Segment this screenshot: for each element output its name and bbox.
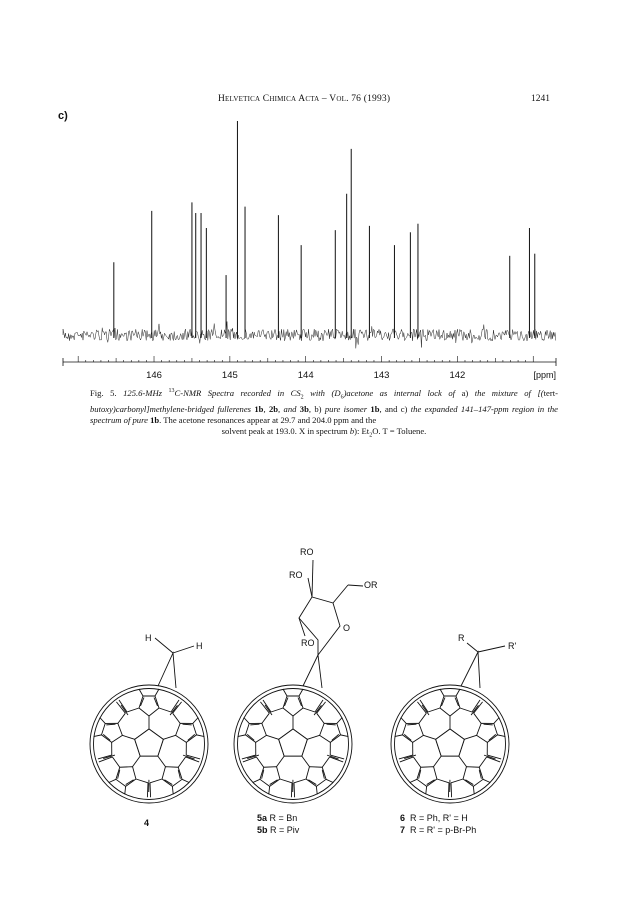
compound-ref: 1b: [150, 415, 160, 426]
compound-label-6: 6 R = Ph, R' = H: [400, 813, 468, 823]
caption-sub: 2: [300, 394, 304, 401]
compound-ref: 3b: [299, 403, 309, 414]
compound-ref: 1b: [254, 403, 264, 414]
caption-part: tert: [543, 387, 556, 398]
caption-part: . The acetone resonances appear at 29.7 and 204.0 ppm and the: [159, 415, 377, 426]
caption-part: 125.6-MHz: [123, 387, 169, 398]
ro-group: RO: [289, 570, 303, 580]
fullerene-5: [234, 560, 363, 803]
caption-part: b: [349, 426, 355, 437]
caption-part: )acetone as internal lock of: [343, 387, 456, 398]
x-tick-label: 146: [146, 370, 162, 381]
caption-sub: 2: [369, 433, 373, 440]
x-tick-label: 143: [373, 370, 390, 381]
caption-sup: 13: [168, 388, 175, 394]
ro-group: RO: [300, 547, 314, 557]
x-tick-label: 142: [449, 370, 466, 381]
compound-number: 4: [144, 818, 150, 828]
caption-part: a): [455, 387, 475, 398]
h-substituent: H: [145, 633, 152, 643]
caption-part: O. T = Toluene.: [372, 426, 427, 437]
page-number: 1241: [531, 94, 550, 104]
caption-part: -butoxy)carbonyl]methylene-bridged fullerenes: [90, 387, 558, 414]
ro-group: RO: [301, 638, 315, 648]
caption-sub: 6: [340, 394, 344, 401]
panel-label: c): [58, 110, 68, 122]
caption-part: , and: [278, 403, 300, 414]
compound-label-5b: 5b R = Piv: [257, 825, 300, 835]
journal-title: Helvetica Chimica Acta – Vol. 76 (1993): [218, 94, 391, 104]
caption-part: the expanded 141–147-ppm region in the spectrum of pure: [90, 403, 559, 426]
x-axis-label: [ppm]: [533, 370, 556, 380]
caption-part: pure isomer: [324, 403, 371, 414]
compound-label-7: 7 R = R' = p-Br-Ph: [400, 825, 477, 835]
caption-part: with (D: [303, 387, 341, 398]
fullerene-4: [90, 638, 208, 803]
r-prime-substituent: R': [508, 641, 517, 651]
or-group: OR: [364, 580, 378, 590]
caption-part: ,: [263, 403, 269, 414]
compound-label-5a: 5a R = Bn: [257, 813, 298, 823]
r-substituent: R: [458, 633, 465, 643]
compound-ref: 1b: [370, 403, 380, 414]
caption-part: , b): [308, 403, 325, 414]
x-tick-label: 144: [297, 370, 314, 381]
caption-part: ): Et: [354, 426, 370, 437]
ring-oxygen: O: [343, 623, 351, 633]
x-tick-label: 145: [221, 370, 238, 381]
caption-part: , and c): [379, 403, 411, 414]
caption-part: solvent peak at 193.0. X in spectrum: [221, 426, 350, 437]
h-substituent: H: [196, 641, 203, 651]
caption-fig: Fig. 5.: [90, 387, 117, 398]
fullerene-6-7: [391, 643, 509, 803]
compound-ref: 2b: [268, 403, 279, 414]
caption-part: C-NMR Spectra recorded in CS: [174, 387, 301, 398]
caption-part: the mixture of [(: [474, 387, 544, 398]
